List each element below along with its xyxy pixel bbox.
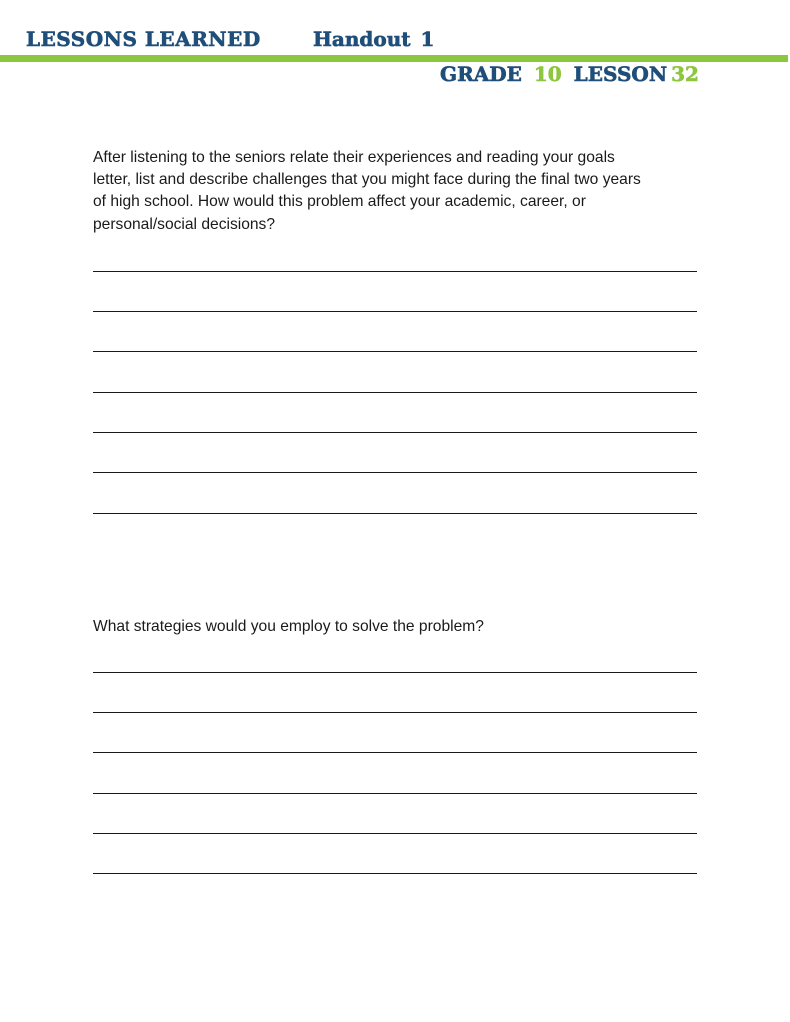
grade-label: GRADE bbox=[440, 62, 522, 86]
lesson-label: LESSON bbox=[573, 62, 668, 86]
answer-line[interactable] bbox=[93, 712, 697, 713]
grade-lesson-line bbox=[440, 62, 699, 86]
answer-line[interactable] bbox=[93, 672, 697, 673]
answer-line[interactable] bbox=[93, 793, 697, 794]
page-title: LESSONS LEARNED bbox=[26, 27, 261, 51]
answer-line[interactable] bbox=[93, 392, 697, 393]
grade-value: 10 bbox=[533, 62, 562, 86]
answer-line[interactable] bbox=[93, 513, 697, 514]
answer-line[interactable] bbox=[93, 752, 697, 753]
answer-line[interactable] bbox=[93, 351, 697, 352]
answer-line[interactable] bbox=[93, 311, 697, 312]
question-1-text: After listening to the seniors relate their experiences and reading your goals letter, list and describe challenges that you might face during the final two years of high school. How would this problem affect your academic, career, or personal/social decisions? bbox=[93, 149, 641, 233]
header-divider bbox=[0, 55, 788, 62]
answer-line[interactable] bbox=[93, 271, 697, 272]
handout-number: 1 bbox=[420, 27, 435, 51]
answer-line[interactable] bbox=[93, 432, 697, 433]
handout-word: Handout bbox=[313, 27, 411, 51]
answer-line[interactable] bbox=[93, 472, 697, 473]
question-2-text: What strategies would you employ to solve the problem? bbox=[93, 618, 484, 635]
answer-line[interactable] bbox=[93, 833, 697, 834]
handout-label bbox=[313, 27, 434, 51]
answer-line[interactable] bbox=[93, 873, 697, 874]
lesson-value: 32 bbox=[671, 62, 699, 86]
